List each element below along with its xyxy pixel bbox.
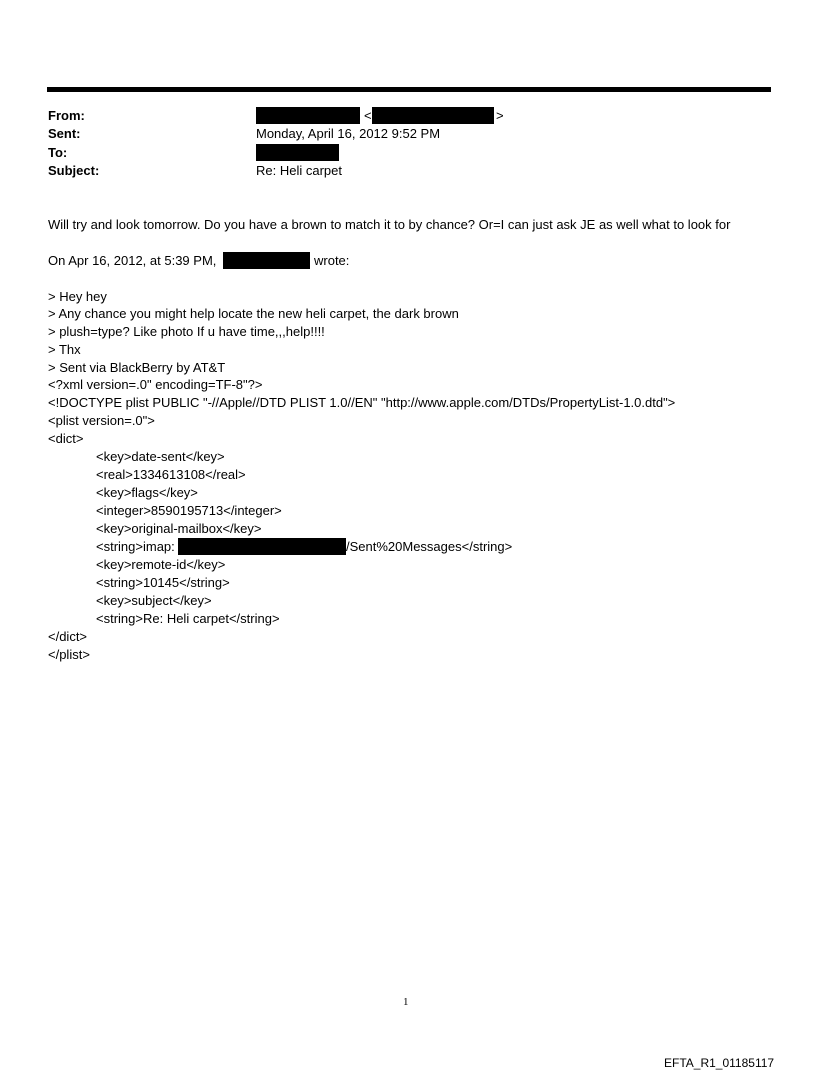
attribution-pre: On Apr 16, 2012, at 5:39 PM, [48, 253, 217, 268]
redaction-imap [178, 538, 346, 555]
xml-line: <dict> [48, 431, 84, 446]
redaction-to [256, 144, 339, 161]
redaction-attribution [223, 252, 310, 269]
xml-inner-line: <string>10145</string> [96, 575, 230, 590]
from-gt: > [496, 108, 504, 123]
bates-number: EFTA_R1_01185117 [664, 1056, 775, 1070]
attribution-post: wrote: [314, 253, 350, 268]
imap-post: /Sent%20Messages</string> [346, 539, 513, 554]
xml-inner-line: <key>remote-id</key> [96, 557, 226, 572]
sent-label: Sent: [48, 126, 81, 141]
xml-inner-line: <key>date-sent</key> [96, 449, 225, 464]
header-rule [47, 87, 771, 92]
sent-value: Monday, April 16, 2012 9:52 PM [256, 126, 441, 141]
xml-inner-line: <integer>8590195713</integer> [96, 503, 282, 518]
xml-inner-line: <key>original-mailbox</key> [96, 521, 262, 536]
xml-inner-line: <real>1334613108</real> [96, 467, 246, 482]
xml-line: </plist> [48, 647, 90, 662]
quoted-line: > Any chance you might help locate the new heli carpet, the dark brown [48, 306, 459, 321]
xml-line: <?xml version=.0" encoding=TF-8"?> [48, 377, 263, 392]
page-number: 1 [403, 996, 409, 1008]
to-label: To: [48, 145, 68, 160]
xml-inner-line: <key>flags</key> [96, 485, 198, 500]
quoted-line: > plush=type? Like photo If u have time,,,help!!!! [48, 324, 325, 339]
quoted-line: > Sent via BlackBerry by AT&T [48, 360, 226, 375]
quoted-line: > Thx [48, 342, 81, 357]
redaction-from-email [372, 107, 494, 124]
from-lt: < [364, 108, 372, 123]
reply-text: Will try and look tomorrow. Do you have a brown to match it to by chance? Or=I can just ask JE as well what to look for [48, 217, 731, 232]
xml-line: </dict> [48, 629, 88, 644]
xml-inner-line: <string>Re: Heli carpet</string> [96, 611, 280, 626]
from-label: From: [48, 108, 85, 123]
quoted-line: > Hey hey [48, 289, 107, 304]
xml-line: <plist version=.0"> [48, 413, 155, 428]
redaction-from-name [256, 107, 360, 124]
imap-pre: <string>imap: [96, 539, 175, 554]
subject-label: Subject: [48, 163, 100, 178]
xml-line: <!DOCTYPE plist PUBLIC "-//Apple//DTD PLIST 1.0//EN" "http://www.apple.com/DTDs/PropertyList-1.0.dtd"> [48, 395, 676, 410]
subject-value: Re: Heli carpet [256, 163, 342, 178]
xml-inner-line: <key>subject</key> [96, 593, 212, 608]
